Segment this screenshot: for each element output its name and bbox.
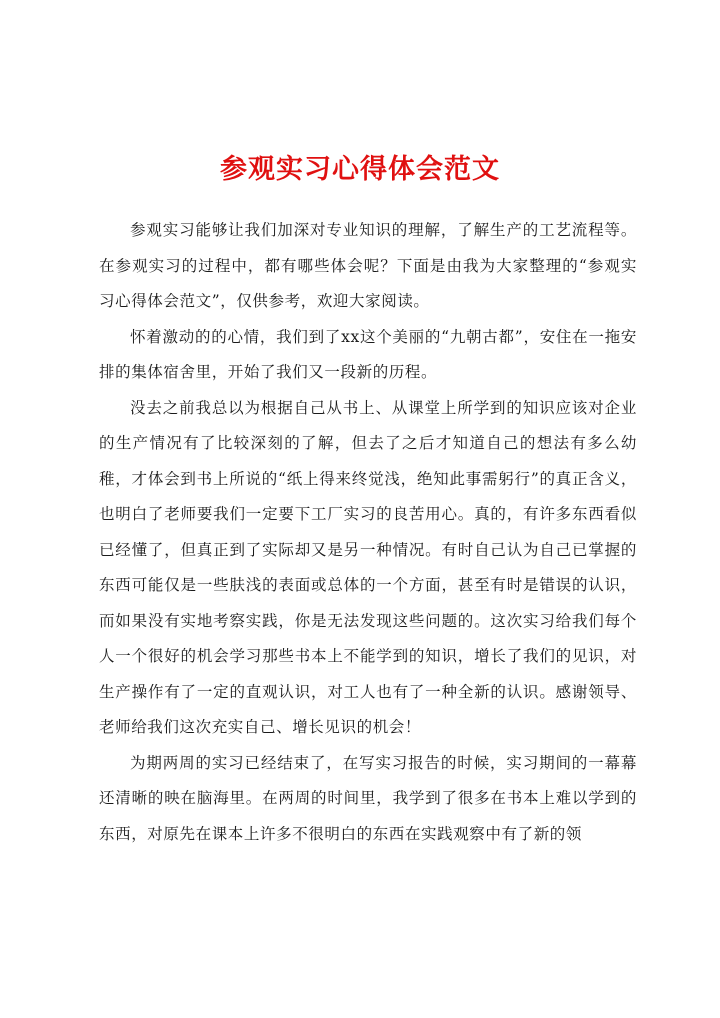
paragraph-intro: 参观实习能够让我们加深对专业知识的理解，了解生产的工艺流程等。在参观实习的过程中，都有哪些体会呢？下面是由我为大家整理的“参观实习心得体会范文”，仅供参考，欢迎大家阅读。 — [99, 221, 637, 310]
paragraph-conclusion: 为期两周的实习已经结束了，在写实习报告的时候，实习期间的一幕幕还清晰的映在脑海里。在两周的时间里，我学到了很多在书本上难以学到的东西，对原先在课本上许多不很明白的东西在实践观察中有了新的领 — [99, 753, 637, 843]
paragraph-reflection: 没去之前我总以为根据自己从书上、从课堂上所学到的知识应该对企业的生产情况有了比较深刻的了解，但去了之后才知道自己的想法有多么幼稚，才体会到书上所说的“纸上得来终觉浅，绝知此事需躬行”的真正含义，也明白了老师要我们一定要下工厂实习的良苦用心。真的，有许多东西看似已经懂了，但真正到了实际却又是另一种情况。有时自己认为自己已掌握的东西可能仅是一些肤浅的表面或总体的一个方面，甚至有时是错误的认识，而如果没有实地考察实践，你是无法发现这些问题的。这次实习给我们每个人一个很好的机会学习那些书本上不能学到的知识，增长了我们的见识，对生产操作有了一定的直观认识，对工人也有了一种全新的认识。感谢领导、老师给我们这次充实自己、增长见识的机会！ — [99, 398, 637, 736]
document-title: 参观实习心得体会范文 — [220, 154, 500, 185]
document-body — [99, 213, 637, 852]
paragraph-arrival: 怀着激动的的心情，我们到了xx这个美丽的“九朝古都”，安住在一拖安排的集体宿舍里，开始了我们又一段新的历程。 — [99, 327, 637, 381]
